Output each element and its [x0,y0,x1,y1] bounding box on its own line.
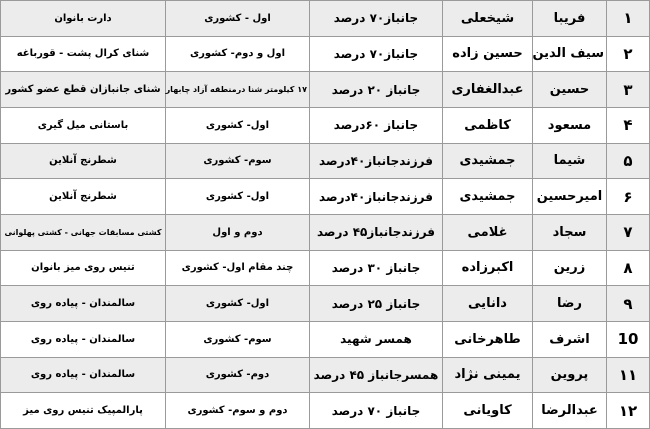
last-name-cell: کاویانی [443,393,533,429]
first-name-cell: فریبا [533,1,607,37]
veteran-status-cell: فرزندجانباز۴۰درصد [310,179,443,215]
sport-field-cell: شنای کرال پشت - قورباغه [1,36,166,72]
rank-cell: اول- کشوری [166,107,310,143]
last-name-cell: اکبرزاده [443,250,533,286]
first-name-cell: سجاد [533,214,607,250]
sport-field-cell: شطرنج آنلاین [1,179,166,215]
last-name-cell: یمینی نژاد [443,357,533,393]
sport-field-cell: پارالمپیک تنیس روی میز [1,393,166,429]
last-name-cell: شیخعلی [443,1,533,37]
row-number: ۱۱ [607,357,650,393]
sport-field-cell: سالمندان - پیاده روی [1,321,166,357]
veteran-status-cell: جانباز ۲۰ درصد [310,72,443,108]
first-name-cell: امیرحسین [533,179,607,215]
row-number: ۸ [607,250,650,286]
rank-cell: ۱۷ کیلومتر شنا درمنطقه آزاد چابهار [166,72,310,108]
rank-cell: اول- کشوری [166,286,310,322]
table-row [1,107,650,143]
last-name-cell: عبدالغفاری [443,72,533,108]
veteran-status-cell: فرزندجانباز۴۰درصد [310,143,443,179]
rank-cell: سوم- کشوری [166,321,310,357]
sport-field-cell: شطرنج آنلاین [1,143,166,179]
rank-cell: سوم- کشوری [166,143,310,179]
first-name-cell: رضا [533,286,607,322]
last-name-cell: دانایی [443,286,533,322]
row-number: ۱۲ [607,393,650,429]
sport-field-cell: شنای جانبازان قطع عضو کشور [1,72,166,108]
row-number: 10 [607,321,650,357]
sport-field-cell: سالمندان - پیاده روی [1,357,166,393]
sport-field-cell: تنیس روی میز بانوان [1,250,166,286]
first-name-cell: پروین [533,357,607,393]
sport-field-cell: کشتی مسابقات جهانی - کشتی پهلوانی [1,214,166,250]
veteran-status-cell: فرزندجانباز۴۵ درصد [310,214,443,250]
table-row [1,179,650,215]
row-number: ۷ [607,214,650,250]
sport-field-cell: سالمندان - پیاده روی [1,286,166,322]
rank-cell: دوم و سوم- کشوری [166,393,310,429]
last-name-cell: طاهرخانی [443,321,533,357]
last-name-cell: جمشیدی [443,143,533,179]
row-number: ۲ [607,36,650,72]
veteran-status-cell: جانباز۷۰ درصد [310,36,443,72]
table-row [1,36,650,72]
first-name-cell: زرین [533,250,607,286]
first-name-cell: مسعود [533,107,607,143]
last-name-cell: حسین زاده [443,36,533,72]
rank-cell: دوم- کشوری [166,357,310,393]
rank-cell: دوم و اول [166,214,310,250]
row-number: ۹ [607,286,650,322]
table-row [1,393,650,429]
first-name-cell: اشرف [533,321,607,357]
table-row [1,143,650,179]
table-row [1,72,650,108]
table-row [1,357,650,393]
row-number: ۱ [607,1,650,37]
rank-cell: چند مقام اول- کشوری [166,250,310,286]
veteran-status-cell: همسر شهید [310,321,443,357]
veteran-status-cell: جانباز ۷۰ درصد [310,393,443,429]
table-row [1,1,650,37]
athletes-table-body [1,1,650,429]
last-name-cell: جمشیدی [443,179,533,215]
table-row [1,321,650,357]
row-number: ۴ [607,107,650,143]
veteran-status-cell: جانباز ۶۰درصد [310,107,443,143]
sport-field-cell: دارت بانوان [1,1,166,37]
first-name-cell: عبدالرضا [533,393,607,429]
table-row [1,214,650,250]
veteran-status-cell: جانباز ۳۰ درصد [310,250,443,286]
veteran-status-cell: همسرجانباز ۴۵ درصد [310,357,443,393]
veteran-status-cell: جانباز ۲۵ درصد [310,286,443,322]
rank-cell: اول و دوم- کشوری [166,36,310,72]
row-number: ۶ [607,179,650,215]
first-name-cell: سیف الدین [533,36,607,72]
table-row [1,250,650,286]
last-name-cell: کاظمی [443,107,533,143]
veteran-status-cell: جانباز۷۰ درصد [310,1,443,37]
row-number: ۳ [607,72,650,108]
last-name-cell: غلامی [443,214,533,250]
row-number: ۵ [607,143,650,179]
table-row [1,286,650,322]
sport-field-cell: باستانی میل گیری [1,107,166,143]
rank-cell: اول - کشوری [166,1,310,37]
rank-cell: اول- کشوری [166,179,310,215]
first-name-cell: حسین [533,72,607,108]
first-name-cell: شیما [533,143,607,179]
